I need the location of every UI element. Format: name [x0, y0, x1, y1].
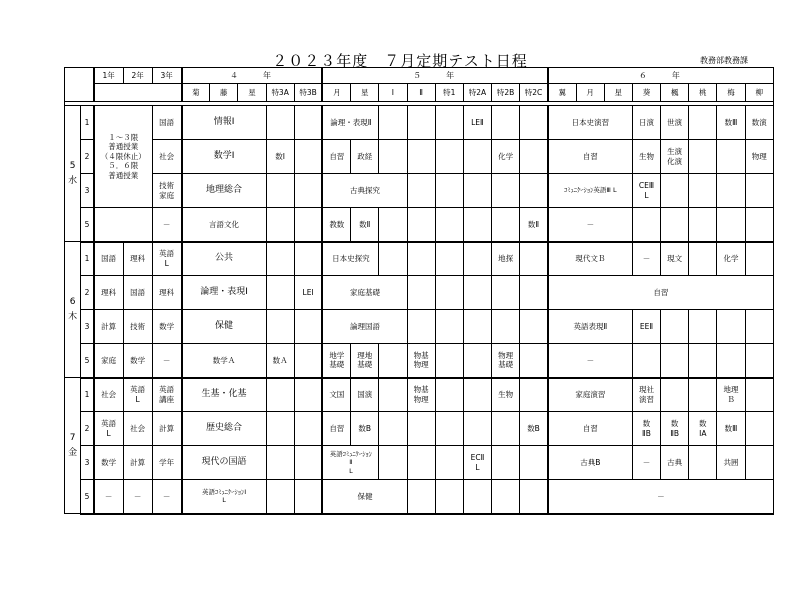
class-header: 特3B [294, 84, 322, 102]
grade3-subject: 英語 L [152, 242, 181, 276]
grade6-subject: 現代文Ｂ [548, 242, 633, 276]
grade2-subject: 社会 [123, 412, 152, 446]
cell [94, 208, 153, 242]
grade5-subject: 保健 [322, 480, 407, 514]
class-header: 星 [604, 84, 632, 102]
cell [435, 412, 463, 446]
cell [520, 446, 548, 480]
grade4-subject: 現代の国語 [182, 446, 267, 480]
cell [492, 208, 520, 242]
department-label: 教務部教務課 [700, 56, 748, 65]
grade6-subject: 数 ⅠA [689, 412, 717, 446]
cell [294, 378, 322, 412]
cell [294, 106, 322, 140]
day-cell-wed [65, 106, 81, 242]
grade5-subject: 文国 [322, 378, 350, 412]
cell [717, 140, 745, 174]
cell [266, 480, 294, 514]
grade1-subject: － [94, 480, 123, 514]
grade3-subject: 国語 [152, 106, 181, 140]
grade1-subject: 英語 L [94, 412, 123, 446]
class-header: 楓 [661, 84, 689, 102]
period-number: 2 [81, 276, 94, 310]
cell [632, 208, 660, 242]
period-number: 3 [81, 310, 94, 344]
cell [661, 310, 689, 344]
cell [492, 276, 520, 310]
grade5-subject: 物理 基礎 [492, 344, 520, 378]
grade6-subject: 自習 [548, 412, 633, 446]
grade-header-3: 3年 [152, 68, 181, 84]
grade3-subject: 理科 [152, 276, 181, 310]
class-header: 特2C [520, 84, 548, 102]
cell [266, 174, 294, 208]
cell [294, 140, 322, 174]
class-header: 特1 [435, 84, 463, 102]
cell [492, 412, 520, 446]
day-weekday: 水 [68, 175, 78, 186]
class-header: 翼 [548, 84, 576, 102]
grade-header-2: 2年 [123, 68, 152, 84]
cell [463, 276, 491, 310]
cell [463, 344, 491, 378]
grade3-subject: 技術 家庭 [152, 174, 181, 208]
grade5-subject: 国演 [351, 378, 379, 412]
grade2-subject: 技術 [123, 310, 152, 344]
grade5-subject: 数Ⅱ [520, 208, 548, 242]
schedule-table [64, 67, 774, 515]
grade1-subject: 家庭 [94, 344, 123, 378]
cell [294, 344, 322, 378]
grade1-subject: 計算 [94, 310, 123, 344]
grade1-subject: 国語 [94, 242, 123, 276]
grade4-subject: 言語文化 [182, 208, 267, 242]
cell [294, 208, 322, 242]
cell [717, 208, 745, 242]
cell [492, 480, 520, 514]
grade5-subject: LEⅡ [463, 106, 491, 140]
class-header: 葵 [632, 84, 660, 102]
grade6-subject: 世演 [661, 106, 689, 140]
cell [266, 276, 294, 310]
class-header: 梅 [717, 84, 745, 102]
cell [689, 140, 717, 174]
cell [463, 378, 491, 412]
cell [745, 208, 773, 242]
period-number: 3 [81, 446, 94, 480]
cell [266, 208, 294, 242]
cell [717, 310, 745, 344]
grade6-subject: 数 ⅡB [632, 412, 660, 446]
grade6-subject: 物理 [745, 140, 773, 174]
grade6-subject: 数演 [745, 106, 773, 140]
grade2-subject: 理科 [123, 242, 152, 276]
grade4-subject: 情報Ⅰ [182, 106, 267, 140]
class-header: 菊 [182, 84, 210, 102]
cell [266, 446, 294, 480]
cell [520, 276, 548, 310]
day-weekday: 木 [68, 311, 78, 322]
cell [745, 378, 773, 412]
class-header: Ⅱ [407, 84, 435, 102]
grade6-subject: － [632, 242, 660, 276]
cell [379, 106, 407, 140]
grade6-subject: 生物 [632, 140, 660, 174]
cell [294, 310, 322, 344]
class-header: 星 [351, 84, 379, 102]
cell [407, 480, 435, 514]
cell [661, 208, 689, 242]
day-date: 7 [69, 433, 76, 444]
cell [294, 174, 322, 208]
cell [407, 106, 435, 140]
cell [520, 480, 548, 514]
cell [717, 344, 745, 378]
class-header: 特2A [463, 84, 491, 102]
cell [689, 378, 717, 412]
period-number: 5 [81, 208, 94, 242]
cell [520, 344, 548, 378]
cell [745, 412, 773, 446]
grade6-subject: 古典 [661, 446, 689, 480]
cell [463, 208, 491, 242]
cell [266, 242, 294, 276]
grade4-subject: 論理・表現Ⅰ [182, 276, 267, 310]
grade2-subject: 国語 [123, 276, 152, 310]
grade6-subject: 現社 演習 [632, 378, 660, 412]
grade2-subject: 英語 L [123, 378, 152, 412]
cell [407, 140, 435, 174]
grade3-subject: 計算 [152, 412, 181, 446]
cell [689, 208, 717, 242]
cell [463, 310, 491, 344]
grade12-note: １～３限 普通授業 （４限休止） ５．６限 普通授業 [94, 106, 153, 208]
grade6-subject: － [548, 480, 774, 514]
day-date: 6 [69, 297, 76, 308]
grade6-subject: 数Ⅲ [717, 106, 745, 140]
class-header-blank [94, 84, 182, 102]
cell [492, 446, 520, 480]
cell [407, 208, 435, 242]
grade1-subject: 理科 [94, 276, 123, 310]
grade5-subject: 自習 [322, 140, 350, 174]
cell [463, 242, 491, 276]
period-number: 5 [81, 480, 94, 514]
cell [294, 446, 322, 480]
grade6-subject: 共囲 [717, 446, 745, 480]
grade1-subject: 社会 [94, 378, 123, 412]
grade6-subject: － [548, 208, 633, 242]
cell [407, 242, 435, 276]
period-number: 1 [81, 242, 94, 276]
grade2-subject: － [123, 480, 152, 514]
grade3-subject: 数学 [152, 310, 181, 344]
grade6-subject: 自習 [548, 276, 774, 310]
grade5-subject: 生物 [492, 378, 520, 412]
cell [463, 174, 491, 208]
class-header: 藤 [210, 84, 238, 102]
grade3-subject: － [152, 480, 181, 514]
grade5-subject: 自習 [322, 412, 350, 446]
grade6-subject: 現文 [661, 242, 689, 276]
cell [407, 276, 435, 310]
grade6-subject: 化学 [717, 242, 745, 276]
cell [379, 378, 407, 412]
cell [463, 480, 491, 514]
class-header: 星 [238, 84, 266, 102]
grade3-subject: － [152, 208, 181, 242]
grade6-subject: 英語表現Ⅱ [548, 310, 633, 344]
cell [520, 310, 548, 344]
grade6-subject: 数 ⅡB [661, 412, 689, 446]
cell [689, 310, 717, 344]
grade4-subject: 数学Ⅰ [182, 140, 267, 174]
cell [407, 310, 435, 344]
grade-header-6: ６ 年 [548, 68, 774, 84]
cell [463, 140, 491, 174]
cell [266, 378, 294, 412]
period-number: 1 [81, 378, 94, 412]
grade5-subject: 英語ｺﾐｭﾆｹｰｼｮﾝ Ⅱ L [322, 446, 378, 480]
cell [407, 446, 435, 480]
grade5-subject: 数B [520, 412, 548, 446]
grade5-subject: 政経 [351, 140, 379, 174]
cell [435, 140, 463, 174]
cell [266, 412, 294, 446]
grade6-subject: － [632, 446, 660, 480]
grade4-subject: 数Ａ [266, 344, 294, 378]
grade-header-4: ４ 年 [182, 68, 323, 84]
grade6-subject: － [548, 344, 633, 378]
grade5-subject: 家庭基礎 [322, 276, 407, 310]
cell [689, 106, 717, 140]
grade4-subject: LEⅠ [294, 276, 322, 310]
cell [463, 412, 491, 446]
grade3-subject: 社会 [152, 140, 181, 174]
cell [492, 310, 520, 344]
cell [689, 446, 717, 480]
period-number: 2 [81, 412, 94, 446]
grade5-subject: 教数 [322, 208, 350, 242]
cell [435, 446, 463, 480]
cell [520, 378, 548, 412]
cell [294, 480, 322, 514]
period-number: 3 [81, 174, 94, 208]
grade5-subject: 数B [351, 412, 379, 446]
cell [435, 208, 463, 242]
cell [661, 344, 689, 378]
cell [520, 174, 548, 208]
grade6-subject: 古典B [548, 446, 633, 480]
grade6-subject: EEⅡ [632, 310, 660, 344]
grade6-subject: ｺﾐｭﾆｹｰｼｮﾝ英語Ⅲ L [548, 174, 633, 208]
cell [661, 378, 689, 412]
class-header: 特3A [266, 84, 294, 102]
grade5-subject: 数Ⅱ [351, 208, 379, 242]
grade6-subject: CEⅢ L [632, 174, 660, 208]
grade3-subject: － [152, 344, 181, 378]
cell [745, 242, 773, 276]
cell [632, 344, 660, 378]
grade4-subject: 数学Ａ [182, 344, 267, 378]
cell [435, 106, 463, 140]
grade4-subject: 生基・化基 [182, 378, 267, 412]
class-header: Ⅰ [379, 84, 407, 102]
corner-cell [65, 68, 94, 102]
grade5-subject: ECⅡ L [463, 446, 491, 480]
cell [435, 242, 463, 276]
cell [689, 174, 717, 208]
grade2-subject: 数学 [123, 344, 152, 378]
grade3-subject: 学年 [152, 446, 181, 480]
grade6-subject: 数Ⅲ [717, 412, 745, 446]
grade6-subject: 日本史演習 [548, 106, 633, 140]
grade6-subject: 家庭演習 [548, 378, 633, 412]
grade5-subject: 地学 基礎 [322, 344, 350, 378]
grade6-subject: 地理 Ｂ [717, 378, 745, 412]
grade5-subject: 物基 物理 [407, 378, 435, 412]
cell [435, 480, 463, 514]
grade5-subject: 古典探究 [322, 174, 407, 208]
cell [520, 106, 548, 140]
cell [294, 412, 322, 446]
day-date: 5 [69, 161, 76, 172]
page-title: ２０２３年度 ７月定期テスト日程 [272, 52, 528, 70]
grade2-subject: 計算 [123, 446, 152, 480]
cell [492, 106, 520, 140]
cell [379, 412, 407, 446]
cell [745, 344, 773, 378]
cell [745, 310, 773, 344]
day-cell-fri [65, 378, 81, 514]
cell [294, 242, 322, 276]
grade-header-5: ５ 年 [322, 68, 547, 84]
day-cell-thu [65, 242, 81, 378]
cell [520, 242, 548, 276]
grade5-subject: 地探 [492, 242, 520, 276]
grade4-subject: 歴史総合 [182, 412, 267, 446]
cell [266, 310, 294, 344]
class-header: 柳 [745, 84, 773, 102]
cell [661, 174, 689, 208]
grade4-subject: 公共 [182, 242, 267, 276]
cell [435, 276, 463, 310]
class-header: 桃 [689, 84, 717, 102]
class-header: 月 [322, 84, 350, 102]
cell [435, 344, 463, 378]
cell [435, 310, 463, 344]
grade5-subject: 化学 [492, 140, 520, 174]
grade4-subject: 数Ⅰ [266, 140, 294, 174]
grade5-subject: 物基 物理 [407, 344, 435, 378]
cell [520, 140, 548, 174]
period-number: 1 [81, 106, 94, 140]
cell [689, 344, 717, 378]
grade4-subject: 保健 [182, 310, 267, 344]
grade5-subject: 論理・表現Ⅱ [322, 106, 378, 140]
cell [407, 174, 435, 208]
cell [407, 412, 435, 446]
grade6-subject: 生演 化演 [661, 140, 689, 174]
cell [266, 106, 294, 140]
cell [435, 174, 463, 208]
day-weekday: 金 [68, 447, 78, 458]
cell [379, 344, 407, 378]
class-header: 月 [576, 84, 604, 102]
grade4-subject: 地理総合 [182, 174, 267, 208]
grade1-subject: 数学 [94, 446, 123, 480]
cell [379, 446, 407, 480]
cell [689, 242, 717, 276]
period-number: 5 [81, 344, 94, 378]
cell [745, 174, 773, 208]
grade6-subject: 自習 [548, 140, 633, 174]
cell [745, 446, 773, 480]
grade5-subject: 理地 基礎 [351, 344, 379, 378]
cell [379, 208, 407, 242]
grade3-subject: 英語 講座 [152, 378, 181, 412]
grade5-subject: 論理国語 [322, 310, 407, 344]
grade6-subject: 日演 [632, 106, 660, 140]
cell [435, 378, 463, 412]
cell [379, 140, 407, 174]
grade5-subject: 日本史探究 [322, 242, 378, 276]
cell [717, 174, 745, 208]
cell [492, 174, 520, 208]
cell [379, 242, 407, 276]
grade-header-1: 1年 [94, 68, 123, 84]
period-number: 2 [81, 140, 94, 174]
grade4-subject: 英語ｺﾐｭﾆｹｰｼｮﾝⅠ L [182, 480, 267, 514]
class-header: 特2B [492, 84, 520, 102]
